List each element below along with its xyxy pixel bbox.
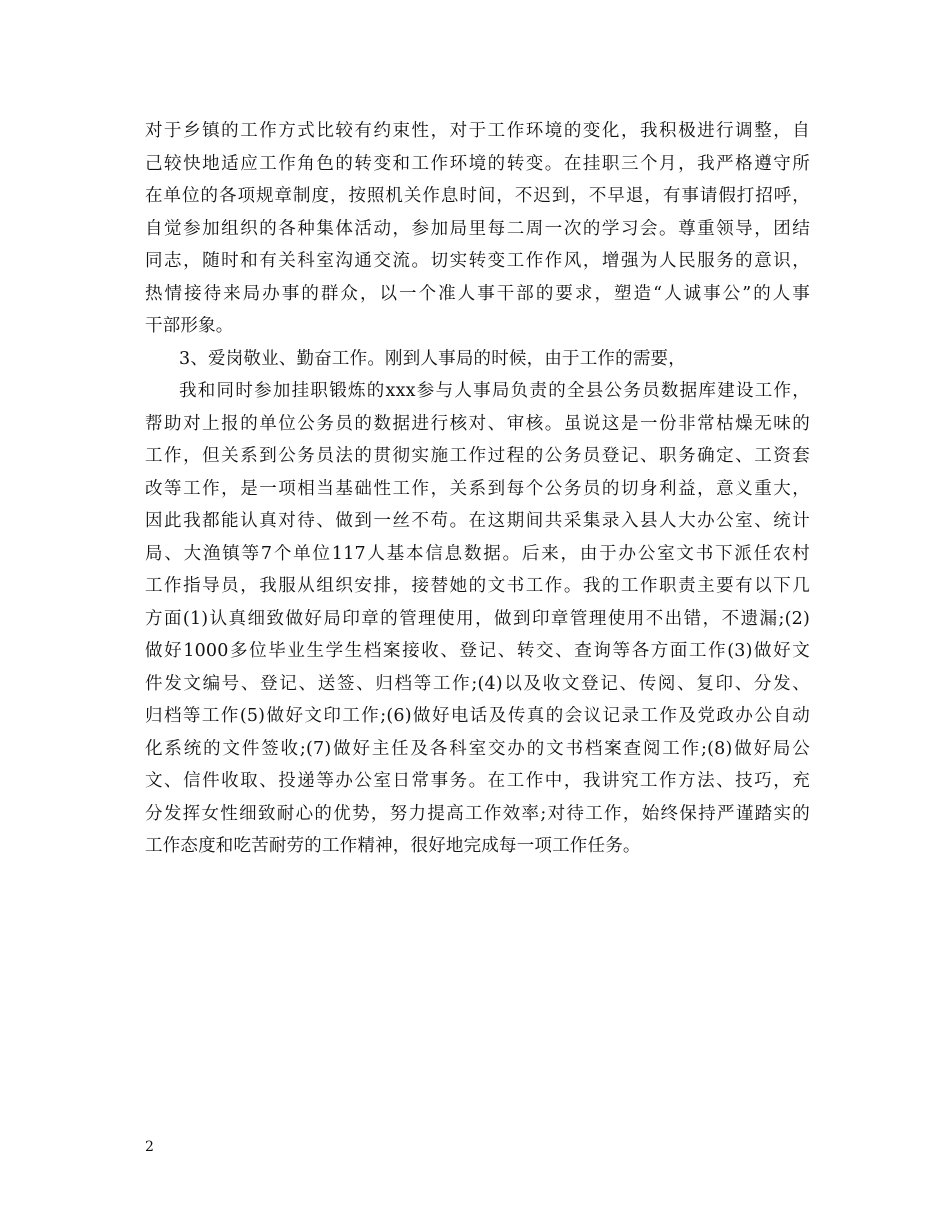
text-line: 因此我都能认真对待、做到一丝不苟。在这期间共采集录入县人大办公室、统计 xyxy=(145,511,810,531)
paragraph-1 xyxy=(145,115,810,343)
text-line: 改等工作，是一项相当基础性工作，关系到每个公务员的切身利益，意义重大， xyxy=(145,478,810,499)
text-line: 热情接待来局办事的群众，以一个准人事干部的要求，塑造“人诚事公”的人事 xyxy=(145,283,810,304)
paragraph-2 xyxy=(145,343,810,376)
text-line: 3、爱岗敬业、勤奋工作。刚到人事局的时候，由于工作的需要， xyxy=(179,348,686,369)
document-body xyxy=(145,115,810,863)
text-line: 己较快地适应工作角色的转变和工作环境的转变。在挂职三个月，我严格遵守所 xyxy=(145,153,810,174)
text-line: 同志，随时和有关科室沟通交流。切实转变工作作风，增强为人民服务的意识， xyxy=(145,251,810,271)
text-line: 件发文编号、登记、送签、归档等工作;(4)以及收文登记、传阅、复印、分发、 xyxy=(145,673,810,694)
text-line: 在单位的各项规章制度，按照机关作息时间，不迟到，不早退，有事请假打招呼， xyxy=(145,186,810,206)
text-line: 方面(1)认真细致做好局印章的管理使用，做到印章管理使用不出错，不遗漏;(2) xyxy=(145,608,810,629)
text-line: 归档等工作(5)做好文印工作;(6)做好电话及传真的会议记录工作及党政办公自动 xyxy=(145,706,810,726)
text-line: 帮助对上报的单位公务员的数据进行核对、审核。虽说这是一份非常枯燥无味的 xyxy=(145,413,810,434)
page-number: 2 xyxy=(145,1139,154,1155)
paragraph-3 xyxy=(145,375,810,863)
text-line: 工作，但关系到公务员法的贯彻实施工作过程的公务员登记、职务确定、工资套 xyxy=(145,446,810,466)
text-line: 文、信件收取、投递等办公室日常事务。在工作中，我讲究工作方法、技巧，充 xyxy=(145,771,810,791)
text-line: 做好1000多位毕业生学生档案接收、登记、转交、查询等各方面工作(3)做好文 xyxy=(145,641,810,661)
text-line: 对于乡镇的工作方式比较有约束性，对于工作环境的变化，我积极进行调整，自 xyxy=(145,121,810,141)
text-line: 我和同时参加挂职锻炼的xxx参与人事局负责的全县公务员数据库建设工作， xyxy=(179,381,810,401)
text-line: 化系统的文件签收;(7)做好主任及各科室交办的文书档案查阅工作;(8)做好局公 xyxy=(145,738,810,759)
text-line: 分发挥女性细致耐心的优势，努力提高工作效率;对待工作，始终保持严谨踏实的 xyxy=(145,803,810,824)
text-line: 工作指导员，我服从组织安排，接替她的文书工作。我的工作职责主要有以下几 xyxy=(145,576,810,596)
text-line: 局、大渔镇等7个单位117人基本信息数据。后来，由于办公室文书下派任农村 xyxy=(145,543,810,564)
text-line: 干部形象。 xyxy=(145,316,234,336)
text-line: 自觉参加组织的各种集体活动，参加局里每二周一次的学习会。尊重领导，团结 xyxy=(145,218,810,239)
text-line: 工作态度和吃苦耐劳的工作精神，很好地完成每一项工作任务。 xyxy=(145,836,641,856)
